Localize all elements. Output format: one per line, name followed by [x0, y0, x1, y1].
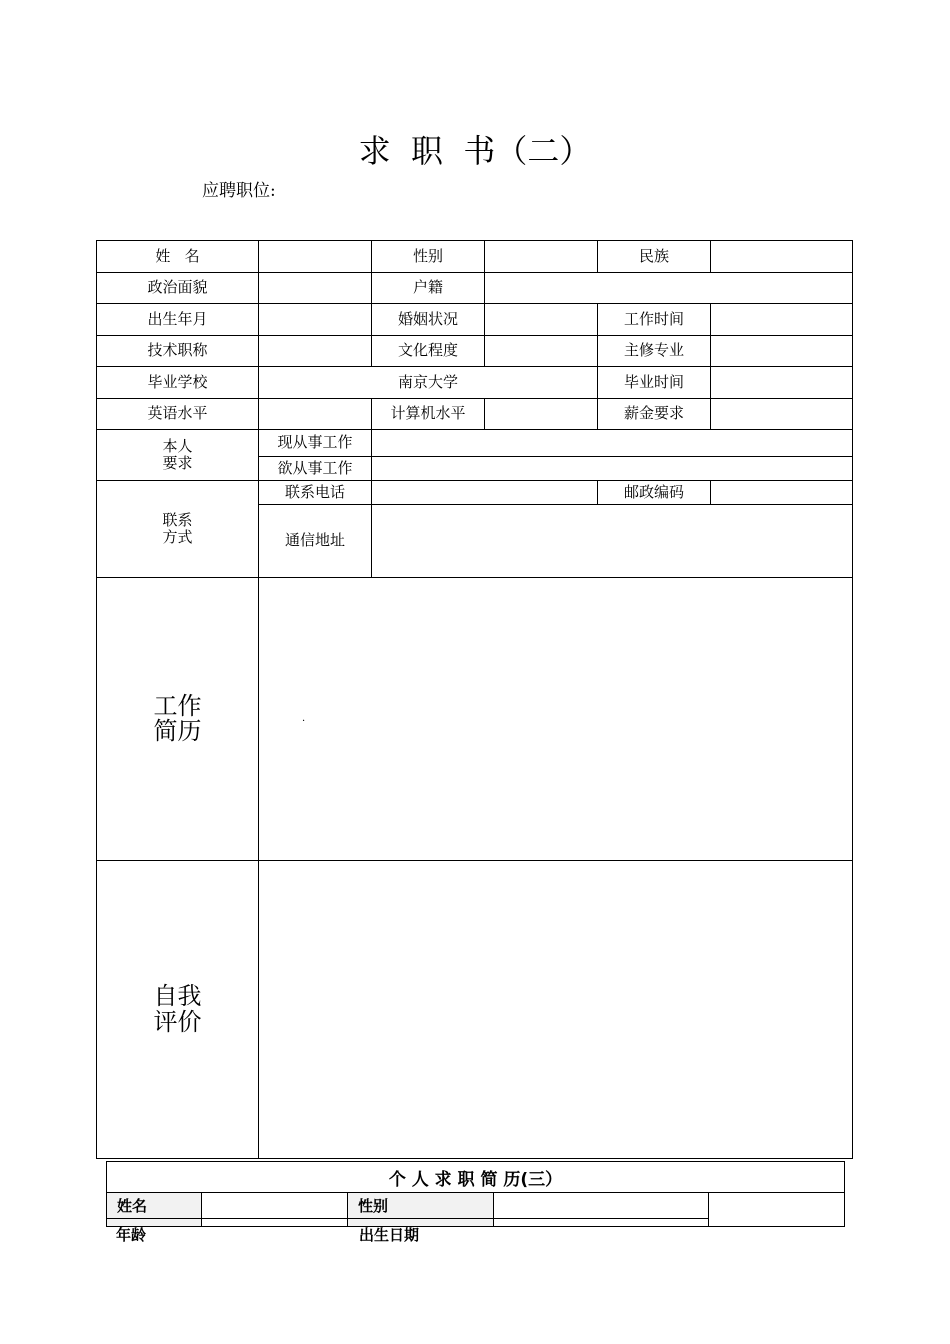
grad-time-label: 毕业时间 — [598, 367, 711, 399]
current-job-label: 现从事工作 — [259, 430, 372, 457]
tech-title-field[interactable] — [259, 336, 372, 367]
hukou-field[interactable] — [485, 273, 853, 304]
school-label: 毕业学校 — [97, 367, 259, 399]
work-history-field[interactable] — [259, 578, 853, 861]
resume-three-name-label: 姓名 — [107, 1193, 202, 1219]
work-history-dot: · — [302, 716, 306, 727]
work-history-line-2: 简历 — [153, 717, 202, 745]
tech-title-label: 技术职称 — [97, 336, 259, 367]
postcode-label: 邮政编码 — [598, 481, 711, 505]
resume-three-photo-cell[interactable] — [709, 1193, 845, 1227]
work-time-field[interactable] — [711, 304, 853, 336]
political-status-field[interactable] — [259, 273, 372, 304]
name-label: 姓 名 — [97, 241, 259, 273]
desired-job-label: 欲从事工作 — [259, 457, 372, 481]
self-eval-line-2: 评价 — [153, 1007, 202, 1036]
phone-field[interactable] — [372, 481, 598, 505]
computer-field[interactable] — [485, 399, 598, 430]
major-field[interactable] — [711, 336, 853, 367]
self-requirements-label — [97, 430, 259, 481]
salary-field[interactable] — [711, 399, 853, 430]
marital-field[interactable] — [485, 304, 598, 336]
gender-label: 性别 — [372, 241, 485, 273]
marital-label: 婚姻状况 — [372, 304, 485, 336]
self-evaluation-label — [97, 861, 259, 1159]
resume-three-name-field[interactable] — [202, 1193, 348, 1219]
birth-field[interactable] — [259, 304, 372, 336]
resume-three-gender-label: 性别 — [348, 1193, 494, 1219]
desired-job-field[interactable] — [372, 457, 853, 481]
resume-three-table — [106, 1161, 845, 1227]
resume-three-age-label: 年龄 — [116, 1226, 147, 1244]
document-title: 求 职 书（二） — [358, 132, 592, 170]
applied-position-label: 应聘职位: — [202, 181, 276, 201]
major-label: 主修专业 — [598, 336, 711, 367]
political-status-label: 政治面貌 — [97, 273, 259, 304]
english-field[interactable] — [259, 399, 372, 430]
address-field[interactable] — [372, 505, 853, 578]
gender-field[interactable] — [485, 241, 598, 273]
resume-three-birth-date-label: 出生日期 — [359, 1226, 420, 1244]
birth-label: 出生年月 — [97, 304, 259, 336]
self-req-line-2: 要求 — [162, 454, 193, 472]
address-label: 通信地址 — [259, 505, 372, 578]
english-label: 英语水平 — [97, 399, 259, 430]
name-field[interactable] — [259, 241, 372, 273]
work-history-label — [97, 578, 259, 861]
self-evaluation-field[interactable] — [259, 861, 853, 1159]
computer-label: 计算机水平 — [372, 399, 485, 430]
ethnicity-field[interactable] — [711, 241, 853, 273]
school-field[interactable]: 南京大学 — [259, 367, 598, 399]
postcode-field[interactable] — [711, 481, 853, 505]
contact-line-2: 方式 — [162, 528, 193, 546]
contact-line-1: 联系 — [162, 510, 193, 529]
application-form-table — [96, 240, 853, 1159]
self-req-line-1: 本人 — [162, 436, 193, 455]
grad-time-field[interactable] — [711, 367, 853, 399]
resume-three-gender-field[interactable] — [494, 1193, 709, 1219]
self-eval-line-1: 自我 — [153, 982, 202, 1011]
ethnicity-label: 民族 — [598, 241, 711, 273]
contact-label — [97, 481, 259, 578]
resume-three-title: 个 人 求 职 简 历(三） — [107, 1162, 845, 1193]
education-field[interactable] — [485, 336, 598, 367]
work-history-line-1: 工作 — [153, 691, 202, 720]
education-label: 文化程度 — [372, 336, 485, 367]
hukou-label: 户籍 — [372, 273, 485, 304]
current-job-field[interactable] — [372, 430, 853, 457]
work-time-label: 工作时间 — [598, 304, 711, 336]
phone-label: 联系电话 — [259, 481, 372, 505]
salary-label: 薪金要求 — [598, 399, 711, 430]
